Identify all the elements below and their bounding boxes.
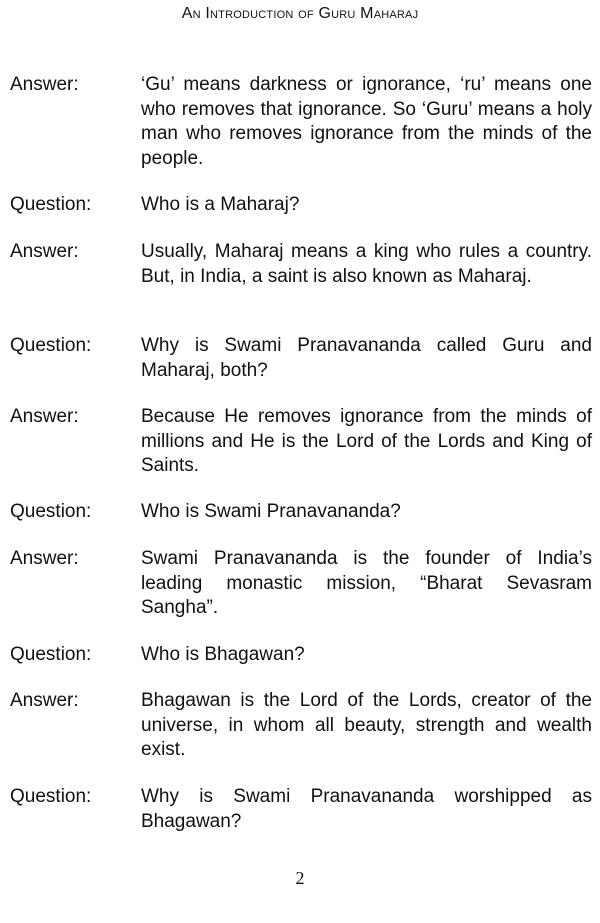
entry-label: Answer: bbox=[10, 548, 79, 569]
entry-text: Who is Swami Pranavananda? bbox=[141, 501, 401, 522]
entry-label: Question: bbox=[10, 644, 92, 665]
entry-label: Answer: bbox=[10, 406, 79, 427]
entry-text: Who is a Maharaj? bbox=[141, 194, 300, 215]
entry-text: Why is Swami Pranavananda called Guru and Maharaj, both? bbox=[141, 335, 592, 381]
entry-text: Why is Swami Pranavananda worshipped as Bhagawan? bbox=[141, 786, 592, 832]
entry-text: Bhagawan is the Lord of the Lords, creator of the universe, in whom all beauty, strength and wealth exist. bbox=[141, 690, 592, 760]
entry-text: Usually, Maharaj means a king who rules a country. But, in India, a saint is also known as Maharaj. bbox=[141, 241, 592, 287]
page-number: 2 bbox=[295, 868, 305, 888]
entry-label: Answer: bbox=[10, 74, 79, 95]
entry-text: Swami Pranavananda is the founder of India’s leading monastic mission, “Bharat Sevasram Sangha”. bbox=[141, 548, 592, 618]
entry-text: ‘Gu’ means darkness or ignorance, ‘ru’ means one who removes that ignorance. So ‘Guru’ means a holy man who removes ignorance from the minds of the people. bbox=[141, 74, 592, 169]
running-header: An Introduction of Guru Maharaj bbox=[181, 5, 419, 22]
entry-label: Answer: bbox=[10, 241, 79, 262]
entry-text: Who is Bhagawan? bbox=[141, 644, 305, 665]
entry-label: Question: bbox=[10, 194, 92, 215]
entry-label: Question: bbox=[10, 501, 92, 522]
entry-label: Question: bbox=[10, 335, 92, 356]
entry-label: Question: bbox=[10, 786, 92, 807]
entry-label: Answer: bbox=[10, 690, 79, 711]
entry-text: Because He removes ignorance from the minds of millions and He is the Lord of the Lords and King of Saints. bbox=[141, 406, 592, 476]
